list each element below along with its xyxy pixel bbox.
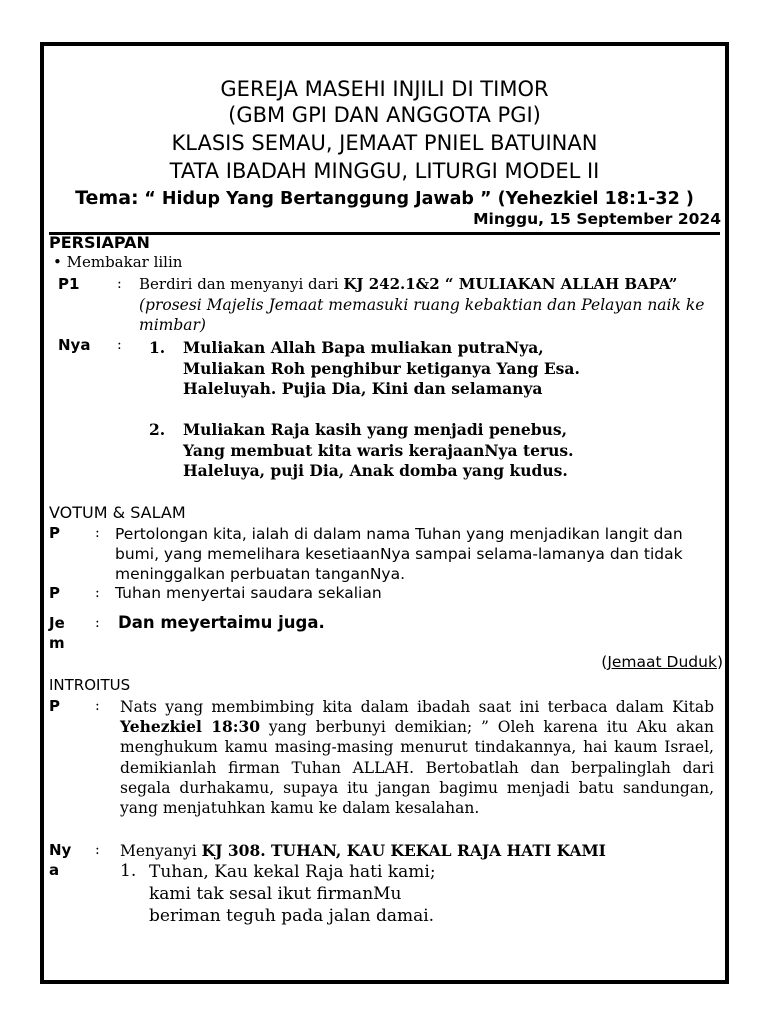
introitus-text: Nats yang membimbing kita dalam ibadah saat ini terbaca dalam Kitab Yehezkiel 18:30 yang berbunyi demikian; ” Oleh karena itu Aku akan menghukum kamu masing-masing menurut tindakannya, hai kaum Israel, demikianlah firman Tuhan ALLAH. Bertobatlah dan berpalinglah dari segala durhakamu, supaya itu jangan bagimu menjadi batu sandungan, yang menjatuhkan kamu ke dalam kesalahan. [120,698,714,818]
liturgy-title: TATA IBADAH MINGGU, LITURGI MODEL II [169,159,600,183]
verse-number: 1. [149,338,166,357]
classis-congregation: KLASIS SEMAU, JEMAAT PNIEL BATUINAN [171,131,598,155]
church-affiliation: (GBM GPI DAN ANGGOTA PGI) [228,103,541,127]
colon: : [95,525,100,541]
theme-label: Tema: [75,187,139,209]
song-verse-2 [183,420,574,482]
jemaat-duduk: Jemaat Duduk [607,653,717,671]
verse-line: Haleluyah. Pujia Dia, Kini dan selamanya [183,379,543,398]
verse-line: Haleluya, puji Dia, Anak domba yang kudus. [183,461,568,480]
theme-line [44,187,725,209]
speaker-label-jemaat: Je m [49,614,65,652]
speaker-label-p1: P1 [58,275,80,293]
church-name: GEREJA MASEHI INJILI DI TIMOR [220,77,549,101]
colon: : [117,276,122,292]
colon: : [117,337,122,353]
speaker-label-p: P [49,697,60,715]
instruction-note: (Jemaat Duduk) [601,653,723,671]
votum-text: Pertolongan kita, ialah di dalam nama Tuhan yang menjadikan langit dan bumi, yang memelihara kesetiaanNya sampai selama-lamanya dan tidak meninggalkan perbuatan tanganNya. [115,525,683,583]
song-verse-1 [183,338,580,400]
colon: : [95,842,100,858]
song-verse [149,861,436,927]
section-title-introitus: INTROITUS [49,676,131,694]
service-date: Minggu, 15 September 2024 [473,210,721,228]
verse-line: beriman teguh pada jalan damai. [149,906,435,926]
section-title-persiapan: PERSIAPAN [49,233,150,252]
verse-number: 1. [120,861,137,881]
speaker-label-nya: Nya [58,336,91,354]
p1-instruction [139,275,677,293]
p1-text: Berdiri dan menyanyi dari [139,275,339,293]
salam-text: Tuhan menyertai saudara sekalian [115,584,382,602]
document-page [40,42,729,984]
colon: : [95,585,100,601]
theme-text: “ Hidup Yang Bertanggung Jawab ” (Yehezkiel 18:1-32 ) [144,189,694,209]
colon: : [95,615,100,631]
verse-line: Tuhan, Kau kekal Raja hati kami; [149,862,436,882]
speaker-label-p: P [49,524,60,542]
section-title-votum: VOTUM & SALAM [49,503,186,522]
verse-line: Muliakan Raja kasih yang menjadi penebus, [183,420,568,439]
bullet-item: • Membakar lilin [53,253,183,271]
scripture-reference: Yehezkiel 18:30 [120,717,261,737]
p1-song: KJ 242.1&2 “ MULIAKAN ALLAH BAPA” [343,275,678,293]
song-title: KJ 308. TUHAN, KAU KEKAL RAJA HATI KAMI [201,841,606,860]
verse-line: Muliakan Allah Bapa muliakan putraNya, [183,338,544,357]
speaker-label-nya: Ny a [49,841,72,879]
verse-number: 2. [149,420,166,439]
verse-line: Muliakan Roh penghibur ketiganya Yang Esa. [183,358,580,378]
speaker-label-p: P [49,584,60,602]
verse-line: Yang membuat kita waris kerajaanNya terus. [183,440,574,460]
verse-line: kami tak sesal ikut firmanMu [149,884,402,904]
song-instruction: Menyanyi KJ 308. TUHAN, KAU KEKAL RAJA HATI KAMI [120,841,606,860]
p1-note: (prosesi Majelis Jemaat memasuki ruang kebaktian dan Pelayan naik ke mimbar) [139,296,705,334]
jemaat-response: Dan meyertaimu juga. [118,613,325,632]
colon: : [95,698,100,714]
